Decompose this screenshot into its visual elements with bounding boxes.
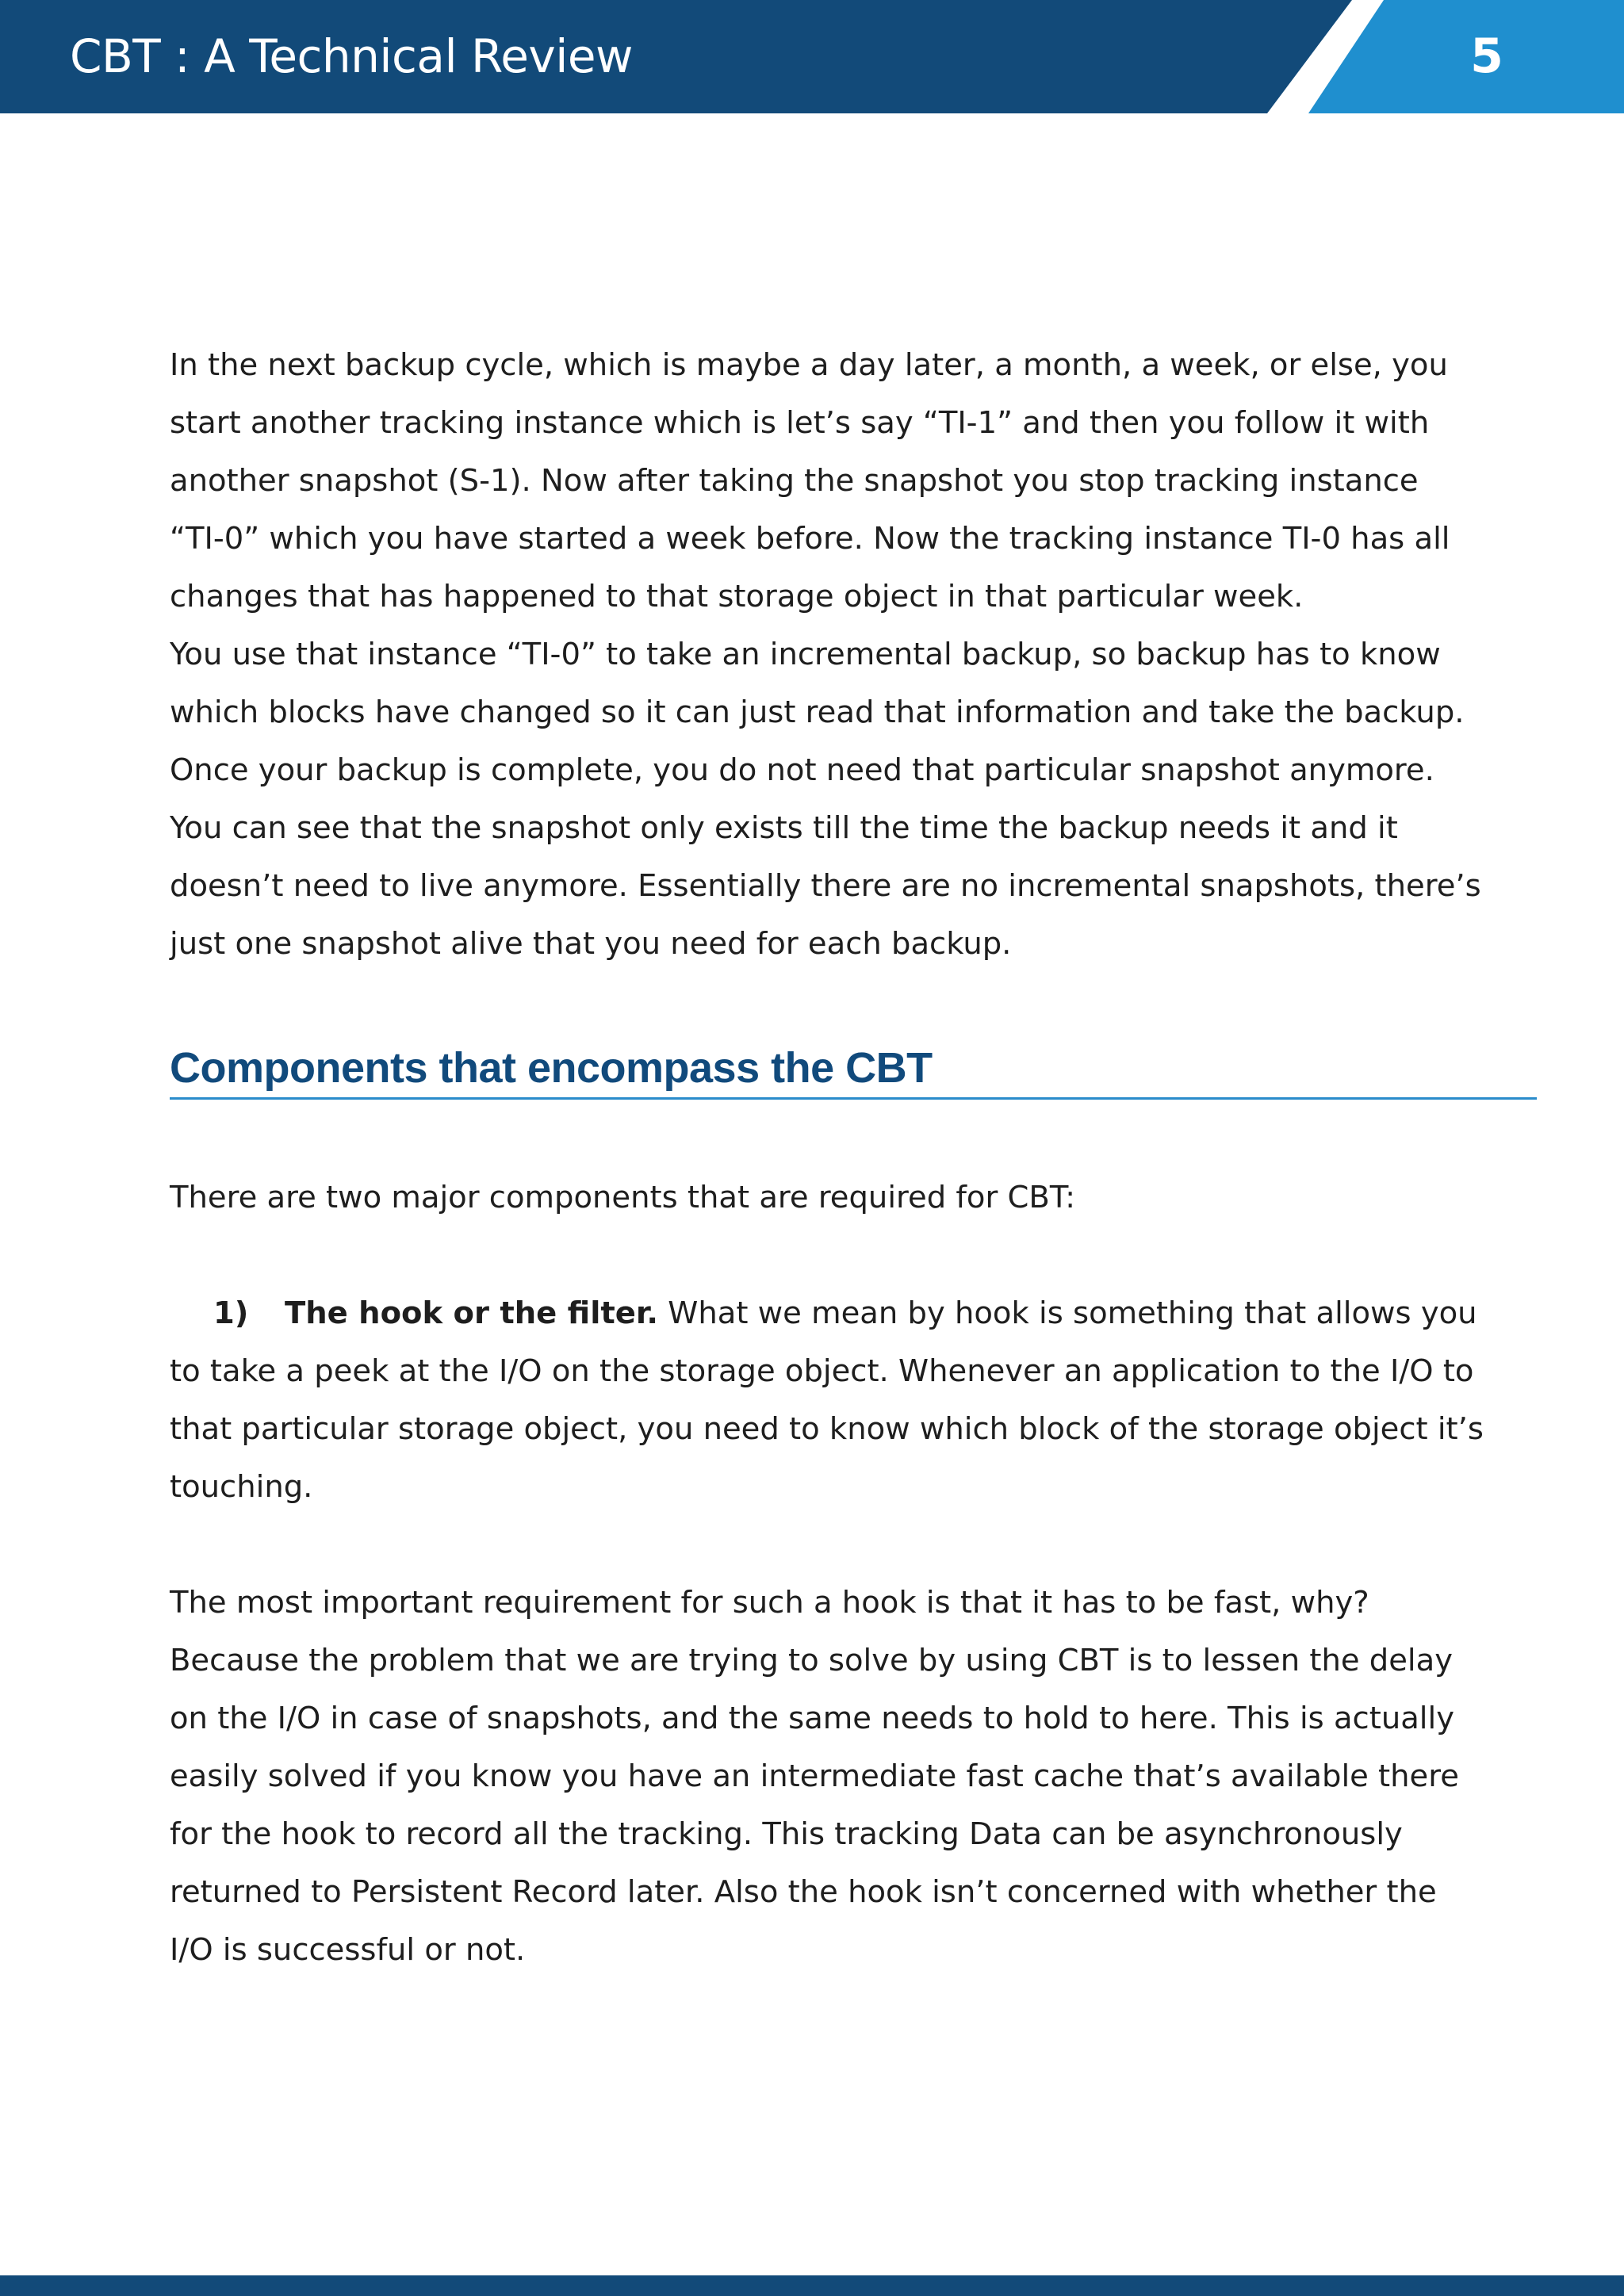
text-line: touching. [170,1469,313,1505]
page-number: 5 [1470,29,1503,84]
text-line: I/O is successful or not. [170,1932,526,1968]
requirement-paragraph [170,1574,1542,1979]
text-line: another snapshot (S-1). Now after taking the snapshot you stop tracking instance [170,463,1419,499]
text-line: You use that instance “TI-0” to take an incremental backup, so backup has to know [170,637,1441,672]
text-line: changes that has happened to that storage object in that particular week. [170,579,1304,614]
intro-paragraph [170,336,1542,973]
page-header [0,0,1624,113]
text-line: returned to Persistent Record later. Also the hook isn’t concerned with whether the [170,1874,1437,1910]
components-intro [170,1169,1542,1226]
text-line: In the next backup cycle, which is maybe a day later, a month, a week, or else, you [170,347,1448,383]
document-title: CBT : A Technical Review [70,29,633,83]
text-line: “TI-0” which you have started a week before. Now the tracking instance TI-0 has all [170,521,1450,557]
text-line: You can see that the snapshot only exists till the time the backup needs it and it [170,810,1398,846]
text-line: doesn’t need to live anymore. Essentially there are no incremental snapshots, there’s [170,868,1481,904]
text-line: Because the problem that we are trying to solve by using CBT is to lessen the delay [170,1643,1453,1678]
text-line: Once your backup is complete, you do not need that particular snapshot anymore. [170,752,1434,788]
text-line: to take a peek at the I/O on the storage object. Whenever an application to the I/O to [170,1353,1474,1389]
list-number: 1) [213,1295,249,1331]
list-item-first-line [170,1284,1542,1342]
text-line: just one snapshot alive that you need for each backup. [170,926,1012,962]
text-line: The most important requirement for such a hook is that it has to be fast, why? [170,1585,1369,1621]
text-line: for the hook to record all the tracking. This tracking Data can be asynchronously [170,1816,1403,1852]
text-line: that particular storage object, you need to know which block of the storage object it’s [170,1411,1484,1447]
footer-bar [0,2275,1624,2296]
list-item-text: What we mean by hook is something that allows you [658,1295,1477,1331]
list-item-bold-lead: The hook or the filter. [285,1295,659,1331]
text-line: on the I/O in case of snapshots, and the same needs to hold to here. This is actually [170,1701,1454,1736]
section-heading: Components that encompass the CBT [170,1032,1537,1100]
list-item-hook [170,1284,1542,1516]
text-line: There are two major components that are required for CBT: [170,1180,1076,1215]
text-line: start another tracking instance which is let’s say “TI-1” and then you follow it with [170,405,1430,441]
text-line: which blocks have changed so it can just read that information and take the backup. [170,695,1465,730]
text-line: easily solved if you know you have an intermediate fast cache that’s available there [170,1758,1459,1794]
